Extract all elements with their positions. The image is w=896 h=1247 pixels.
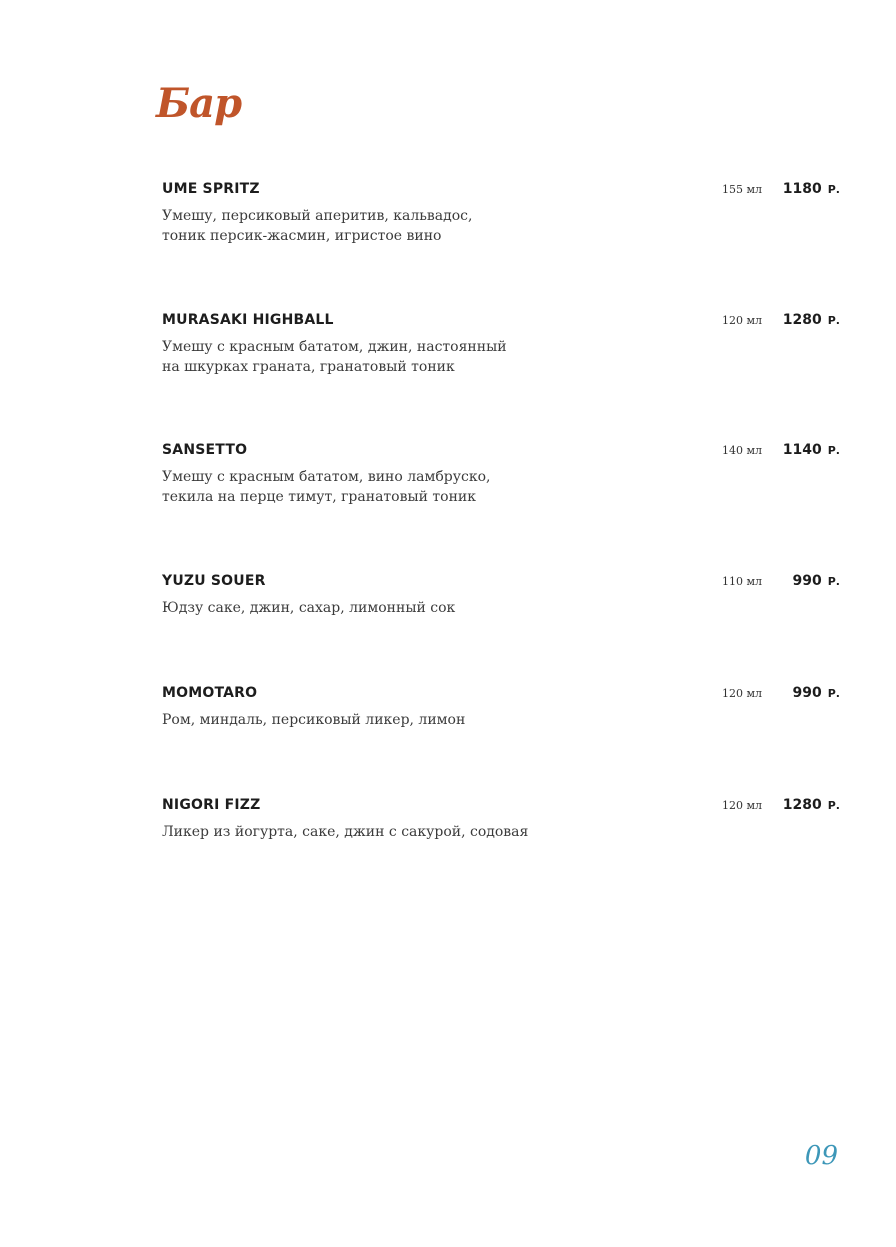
price-value: 1280 bbox=[782, 312, 822, 328]
item-name: MOMOTARO bbox=[162, 685, 258, 701]
description-line: текила на перце тимут, гранатовый тоник bbox=[162, 489, 476, 505]
description-line: Умешу, персиковый аперитив, кальвадос, bbox=[162, 208, 473, 224]
description-line: Умешу с красным бататом, джин, настоянный bbox=[162, 339, 507, 355]
price-value: 1180 bbox=[782, 181, 822, 197]
description-line: Умешу с красным бататом, вино ламбруско, bbox=[162, 469, 491, 485]
item-volume: 120 мл bbox=[722, 687, 763, 700]
description-line: Юдзу саке, джин, сахар, лимонный сок bbox=[162, 600, 456, 616]
item-description bbox=[162, 206, 682, 246]
price-value: 990 bbox=[792, 573, 822, 589]
description-line: на шкурках граната, гранатовый тоник bbox=[162, 359, 455, 375]
price-currency: Р. bbox=[827, 687, 840, 700]
price-currency: Р. bbox=[827, 799, 840, 812]
item-price bbox=[783, 180, 840, 199]
item-price bbox=[783, 311, 840, 330]
item-name: UME SPRITZ bbox=[162, 181, 260, 197]
item-description bbox=[162, 822, 682, 842]
item-name: MURASAKI HIGHBALL bbox=[162, 312, 334, 328]
item-price bbox=[793, 684, 840, 703]
item-volume: 155 мл bbox=[722, 183, 763, 196]
description-line: Ром, миндаль, персиковый ликер, лимон bbox=[162, 712, 466, 728]
item-volume: 110 мл bbox=[722, 575, 763, 588]
price-currency: Р. bbox=[827, 314, 840, 327]
item-name: SANSETTO bbox=[162, 442, 248, 458]
price-value: 1280 bbox=[782, 797, 822, 813]
item-price bbox=[783, 441, 840, 460]
price-currency: Р. bbox=[827, 444, 840, 457]
item-description bbox=[162, 337, 682, 377]
price-value: 990 bbox=[792, 685, 822, 701]
item-price bbox=[783, 796, 840, 815]
item-description bbox=[162, 467, 682, 507]
item-volume: 140 мл bbox=[722, 444, 763, 457]
price-currency: Р. bbox=[827, 575, 840, 588]
item-volume: 120 мл bbox=[722, 314, 763, 327]
description-line: тоник персик-жасмин, игристое вино bbox=[162, 228, 442, 244]
item-name: YUZU SOUER bbox=[162, 573, 266, 589]
price-currency: Р. bbox=[827, 183, 840, 196]
item-price bbox=[793, 572, 840, 591]
page-title: Бар bbox=[156, 80, 242, 127]
description-line: Ликер из йогурта, саке, джин с сакурой, содовая bbox=[162, 824, 529, 840]
item-volume: 120 мл bbox=[722, 799, 763, 812]
item-description bbox=[162, 710, 682, 730]
page-number: 09 bbox=[804, 1141, 838, 1171]
item-description bbox=[162, 598, 682, 618]
price-value: 1140 bbox=[782, 442, 822, 458]
item-name: NIGORI FIZZ bbox=[162, 797, 261, 813]
